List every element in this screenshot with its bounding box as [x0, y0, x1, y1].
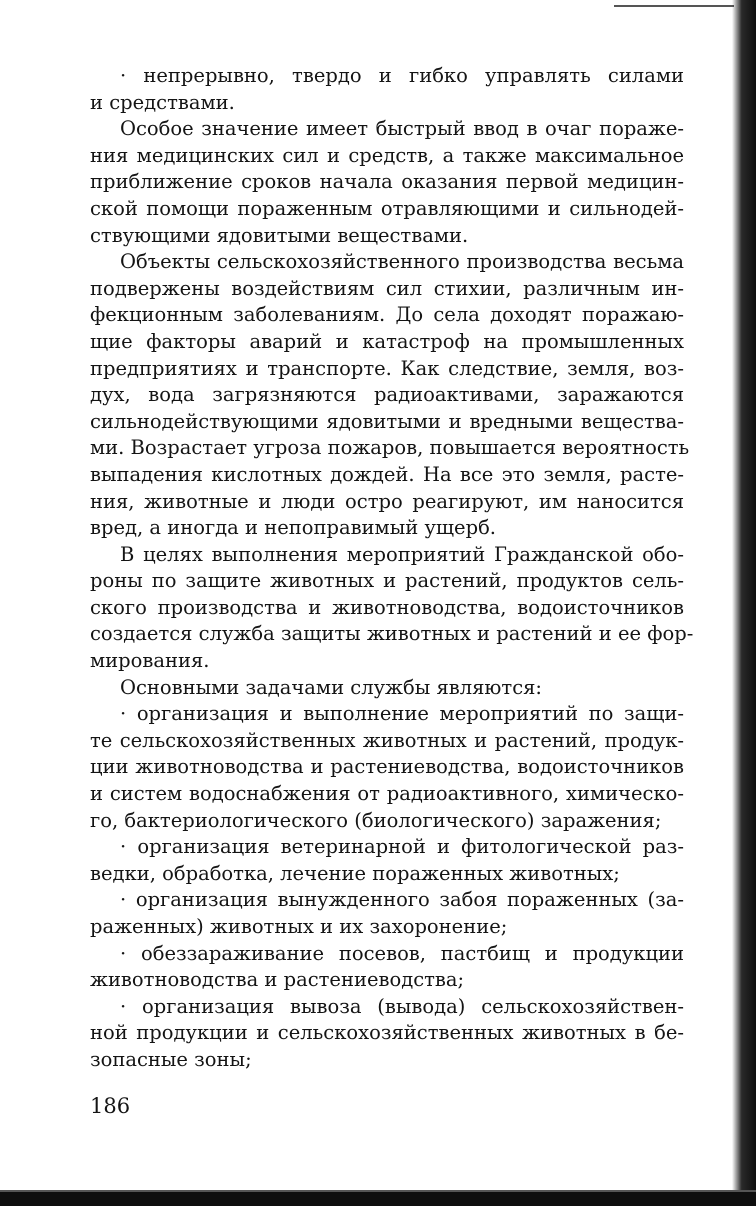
text-line: · организация ветеринарной и фитологической раз-	[120, 835, 684, 859]
text-line: ской помощи пораженным отравляющими и сильнодей-	[90, 196, 684, 220]
text-line: животноводства и растениеводства;	[90, 968, 465, 992]
text-line: фекционным заболеваниям. До села доходят поражаю-	[90, 303, 684, 327]
text-line: и систем водоснабжения от радиоактивного, химическо-	[90, 782, 684, 806]
text-line: выпадения кислотных дождей. На все это земля, расте-	[90, 462, 684, 486]
body-text	[90, 63, 694, 1074]
text-line: ствующими ядовитыми веществами.	[90, 223, 469, 247]
bottom-edge-shadow	[0, 1192, 756, 1206]
binding-shadow	[732, 0, 756, 1206]
text-line: ми. Возрастает угроза пожаров, повышается вероятность	[90, 436, 690, 460]
text-line: · обеззараживание посевов, пастбищ и продукции	[120, 941, 684, 965]
text-line: ния, животные и люди остро реагируют, им наносится	[90, 489, 684, 513]
text-line: подвержены воздействиям сил стихии, различным ин-	[90, 276, 684, 300]
text-line: те сельскохозяйственных животных и растений, продук-	[90, 728, 684, 752]
text-line: ции животноводства и растениеводства, водоисточников	[90, 755, 684, 779]
text-line: ной продукции и сельскохозяйственных животных в бе-	[90, 1021, 684, 1045]
text-line: Особое значение имеет быстрый ввод в очаг пораже-	[120, 117, 684, 141]
page-number: 186	[90, 1094, 131, 1118]
text-line: ведки, обработка, лечение пораженных животных;	[90, 861, 620, 885]
text-line: Основными задачами службы являются:	[120, 675, 542, 699]
text-line: вред, а иногда и непоправимый ущерб.	[90, 516, 497, 540]
text-line: го, бактериологического (биологического) заражения;	[90, 808, 662, 832]
text-line: предприятиях и транспорте. Как следствие, земля, воз-	[90, 356, 684, 380]
text-line: В целях выполнения мероприятий Гражданской обо-	[120, 542, 684, 566]
text-line: · организация вынужденного забоя пораженных (за-	[120, 888, 684, 912]
text-line: · организация и выполнение мероприятий по защи-	[120, 702, 684, 726]
text-line: приближение сроков начала оказания первой медицин-	[90, 170, 684, 194]
text-line: дух, вода загрязняются радиоактивами, заражаются	[90, 383, 684, 407]
text-line: роны по защите животных и растений, продуктов сель-	[90, 569, 684, 593]
text-line: мирования.	[90, 649, 210, 673]
text-line: зопасные зоны;	[90, 1047, 252, 1071]
text-line: ского производства и животноводства, водоисточников	[90, 595, 684, 619]
text-line: щие факторы аварий и катастроф на промышленных	[90, 329, 684, 353]
text-line: и средствами.	[90, 90, 235, 114]
text-line: · непрерывно, твердо и гибко управлять силами	[120, 64, 684, 87]
text-line: ния медицинских сил и средств, а также максимальное	[90, 143, 684, 167]
text-line: · организация вывоза (вывода) сельскохозяйствен-	[120, 994, 684, 1018]
text-line: Объекты сельскохозяйственного производства весьма	[120, 250, 684, 274]
text-line: создается служба защиты животных и растений и ее фор-	[90, 622, 694, 646]
text-line: раженных) животных и их захоронение;	[90, 915, 508, 938]
page-edge-line	[614, 5, 734, 7]
text-line: сильнодействующими ядовитыми и вредными вещества-	[90, 409, 684, 433]
